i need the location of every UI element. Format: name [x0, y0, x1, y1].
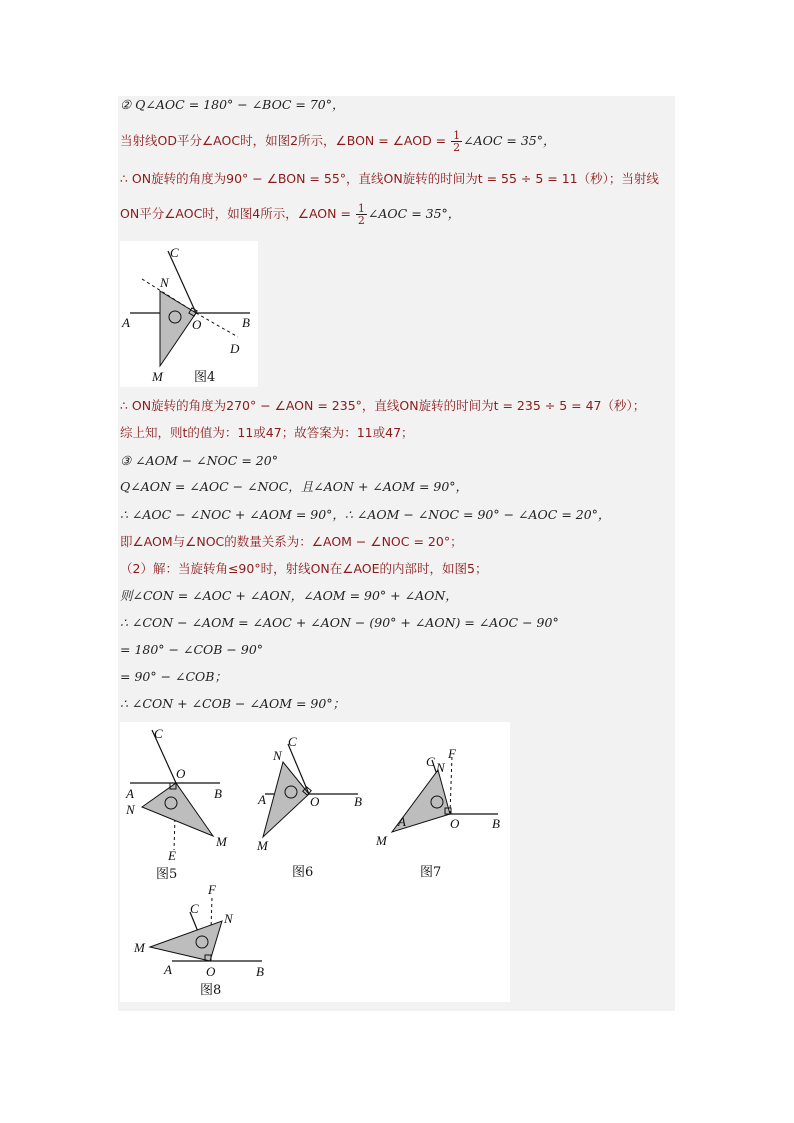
label-O: O	[450, 816, 460, 831]
label-B: B	[354, 794, 362, 809]
caption-fig8: 图8	[200, 983, 222, 998]
caption-fig5: 图5	[156, 867, 178, 882]
line-5: ∴ ON旋转的角度为270° − ∠AON = 235°，直线ON旋转的时间为t = 235 ÷ 5 = 47（秒）；	[120, 398, 646, 413]
label-C: C	[170, 245, 179, 260]
caption-fig4: 图4	[194, 370, 216, 385]
label-B: B	[242, 315, 250, 330]
line-6: 综上知，则t的值为：11或47；故答案为：11或47；	[120, 425, 414, 440]
figures-5-8-diagram	[120, 722, 510, 1002]
line-10: 即∠AOM与∠NOC的数量关系为：∠AOM − ∠NOC = 20°；	[120, 534, 463, 549]
figure-4	[120, 241, 258, 387]
line-13: ∴ ∠CON − ∠AOM = ∠AOC + ∠AON − (90° + ∠AON) = ∠AOC − 90°	[120, 615, 559, 630]
line-2: 当射线OD平分∠AOC时，如图2所示，∠BON = ∠AOD = $\frac{1}{2}$ ∠AOC = 35°，	[120, 129, 556, 154]
label-A: A	[398, 814, 406, 829]
label-O: O	[310, 794, 320, 809]
figure-8	[133, 882, 264, 998]
label-O: O	[192, 317, 202, 332]
label-M: M	[216, 834, 227, 849]
label-C: C	[288, 734, 297, 749]
label-M: M	[257, 838, 268, 853]
label-E: E	[168, 848, 176, 863]
label-M: M	[152, 369, 163, 384]
line-9: ∴ ∠AOC − ∠NOC + ∠AOM = 90°，∴ ∠AOM − ∠NOC = 90° − ∠AOC = 20°，	[120, 507, 611, 522]
fraction: $\frac{1}{2}$	[357, 202, 365, 227]
label-B: B	[256, 964, 264, 979]
fraction: $\frac{1}{2}$	[453, 129, 461, 154]
line-7: ③ ∠AOM − ∠NOC = 20°	[120, 453, 278, 468]
figure-4-diagram	[120, 241, 258, 387]
line-14: = 180° − ∠COB − 90°	[120, 642, 264, 657]
label-A: A	[126, 786, 134, 801]
label-O: O	[176, 766, 186, 781]
label-C: C	[154, 726, 163, 741]
line-11: （2）解：当旋转角≤90°时，射线ON在∠AOE的内部时，如图5；	[120, 561, 488, 576]
figures-5-8	[120, 722, 510, 1002]
label-M: M	[134, 940, 145, 955]
label-F: F	[448, 746, 456, 761]
label-B: B	[492, 816, 500, 831]
label-C: C	[190, 901, 199, 916]
caption-fig7: 图7	[420, 865, 442, 880]
line-3: ∴ ON旋转的角度为90° − ∠BON = 55°，直线ON旋转的时间为t = 55 ÷ 5 = 11（秒）；当射线	[120, 171, 659, 186]
label-N: N	[224, 911, 233, 926]
label-A: A	[164, 962, 172, 977]
figure-6	[256, 734, 362, 880]
label-N: N	[126, 802, 135, 817]
label-A: A	[122, 315, 130, 330]
label-B: B	[214, 786, 222, 801]
line-12: 则∠CON = ∠AOC + ∠AON，∠AOM = 90° + ∠AON，	[120, 588, 458, 603]
label-N: N	[273, 748, 282, 763]
label-O: O	[206, 964, 216, 979]
figure-7	[375, 746, 500, 880]
label-A: A	[258, 792, 266, 807]
label-F: F	[208, 882, 216, 897]
caption-fig6: 图6	[292, 865, 314, 880]
line-16: ∴ ∠CON + ∠COB − ∠AOM = 90°；	[120, 696, 346, 711]
label-N: N	[436, 760, 445, 775]
line-15: = 90° − ∠COB；	[120, 669, 227, 684]
figure-5	[125, 726, 228, 882]
line-4: ON平分∠AOC时，如图4所示，∠AON = $\frac{1}{2}$ ∠AOC = 35°，	[120, 202, 461, 227]
line-1: ② Q∠AOC = 180° − ∠BOC = 70°，	[120, 97, 345, 112]
label-M: M	[376, 833, 387, 848]
label-N: N	[160, 275, 169, 290]
label-D: D	[230, 341, 240, 356]
label-C: C	[426, 754, 435, 769]
line-8: Q∠AON = ∠AOC − ∠NOC，且∠AON + ∠AOM = 90°，	[120, 479, 469, 494]
